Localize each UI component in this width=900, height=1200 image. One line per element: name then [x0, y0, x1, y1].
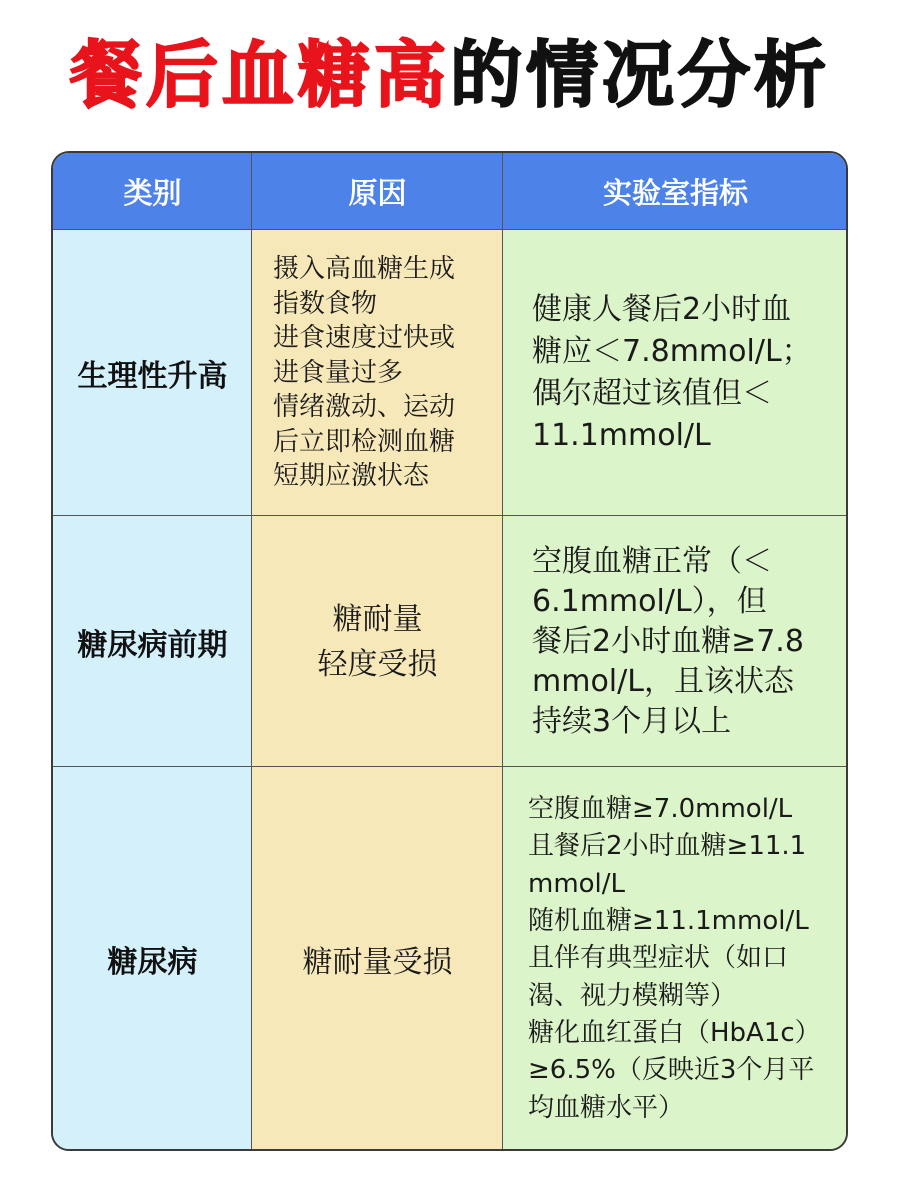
reason-line: 情绪激动、运动: [273, 392, 456, 423]
comparison-table: [51, 151, 848, 1151]
title-rest: 的情况分析: [450, 33, 831, 117]
lab-line: 均血糖水平）: [528, 1092, 685, 1123]
lab-lines: [532, 542, 804, 742]
reason-line: 短期应激状态: [273, 461, 430, 492]
lab-line: 糖化血红蛋白（HbA1c）: [528, 1017, 821, 1048]
row-divider: [53, 229, 848, 230]
title-highlight: 餐后血糖高: [69, 33, 450, 117]
lab-line: 且伴有典型症状（如口: [528, 943, 789, 974]
page-title: [0, 34, 900, 117]
lab-line: 随机血糖≥11.1mmol/L: [528, 906, 809, 937]
reason-line: 摄入高血糖生成: [273, 254, 456, 285]
lab-line: 糖应＜7.8mmol/L；: [532, 334, 812, 369]
row-divider: [53, 515, 848, 516]
lab-line: mmol/L，且该状态: [532, 663, 794, 699]
lab-line: 偶尔超过该值但＜: [532, 376, 772, 411]
column-divider: [502, 153, 503, 1151]
reason-line: 轻度受损: [317, 646, 438, 682]
lab-line: 空腹血糖≥7.0mmol/L: [528, 794, 793, 825]
lab-line: 且餐后2小时血糖≥11.1: [528, 831, 807, 862]
lab-lines: [532, 289, 812, 457]
table-row-diabetes-category: [53, 767, 252, 1151]
category-label: 糖尿病前期: [77, 627, 228, 663]
lab-lines: [528, 791, 821, 1127]
lab-line: 餐后2小时血糖≥7.8: [532, 623, 804, 659]
reason-line: 糖耐量受损: [302, 945, 453, 980]
reason-line: 糖耐量: [332, 601, 423, 637]
lab-line: mmol/L: [528, 868, 626, 899]
reason-cell: [252, 516, 503, 767]
reason-line: 指数食物: [273, 288, 378, 319]
category-label: 生理性升高: [77, 359, 228, 394]
reason-line: 后立即检测血糖: [273, 426, 456, 457]
column-divider: [251, 153, 252, 1151]
lab-line: 渴、视力模糊等）: [528, 980, 737, 1011]
lab-cell: [503, 516, 848, 767]
lab-line: ≥6.5%（反映近3个月平: [528, 1055, 815, 1086]
row-divider: [53, 766, 848, 767]
lab-line: 持续3个月以上: [532, 703, 732, 739]
reason-lines: [273, 252, 455, 494]
header-lab-indicator: 实验室指标: [503, 153, 848, 230]
reason-line: 进食量过多: [273, 357, 404, 388]
lab-cell: [503, 767, 848, 1151]
table-row-physiological-category: [53, 230, 252, 516]
lab-line: 空腹血糖正常（＜: [532, 543, 772, 579]
reason-line: 进食速度过快或: [273, 323, 456, 354]
lab-line: 6.1mmol/L），但: [532, 583, 767, 619]
header-category: 类别: [53, 153, 252, 230]
reason-cell: [252, 767, 503, 1151]
table-row-prediabetes-category: [53, 516, 252, 767]
lab-line: 健康人餐后2小时血: [532, 292, 792, 327]
reason-lines: [252, 597, 503, 687]
reason-cell: [252, 230, 503, 516]
lab-cell: [503, 230, 848, 516]
category-label: 糖尿病: [107, 945, 198, 980]
reason-lines: [252, 937, 503, 981]
lab-line: 11.1mmol/L: [532, 418, 711, 453]
header-reason: 原因: [252, 153, 503, 230]
